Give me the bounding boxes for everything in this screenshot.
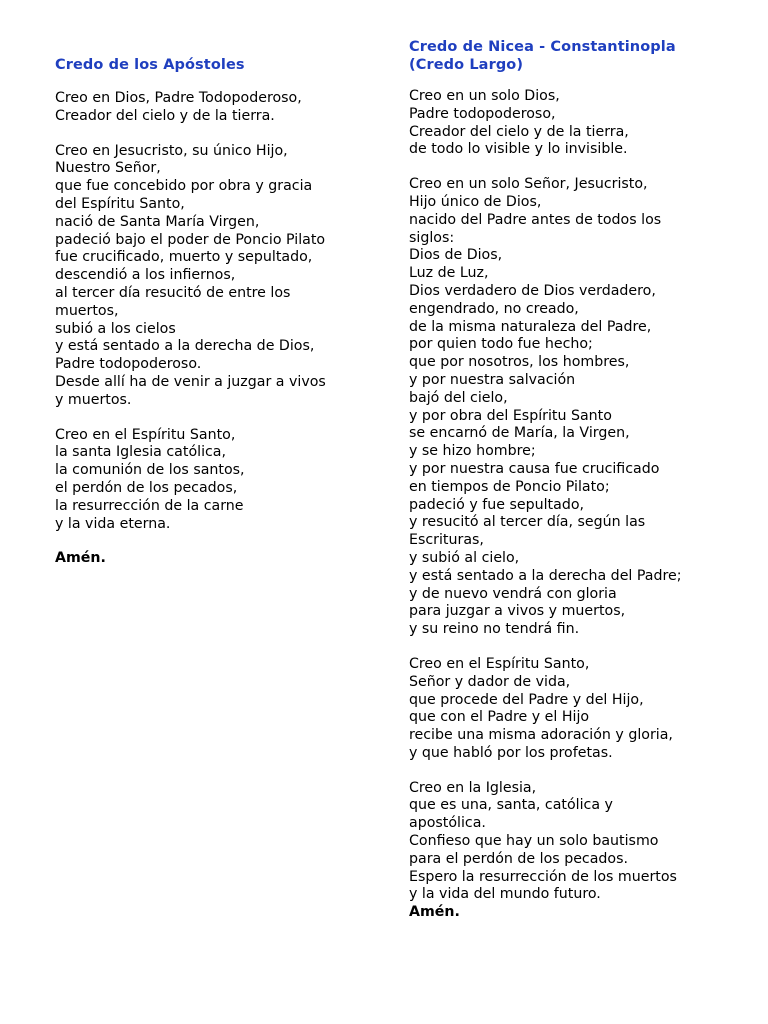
text-line: apostólica.: [409, 815, 486, 832]
text-line: Creo en la Iglesia,: [409, 779, 537, 796]
text-line: nació de Santa María Virgen,: [55, 213, 260, 230]
text-line: y está sentado a la derecha de Dios,: [55, 338, 315, 355]
paragraph: [409, 176, 749, 639]
text-line: y por nuestra causa fue crucificado: [409, 460, 660, 477]
text-line: de todo lo visible y lo invisible.: [409, 141, 628, 158]
nicene-creed-body: [409, 88, 749, 904]
text-line: padeció y fue sepultado,: [409, 496, 585, 513]
text-line: se encarnó de María, la Virgen,: [409, 425, 630, 442]
text-line: recibe una misma adoración y gloria,: [409, 727, 673, 744]
text-line: y la vida eterna.: [55, 515, 171, 532]
text-line: Padre todopoderoso,: [409, 105, 556, 122]
text-line: para juzgar a vivos y muertos,: [409, 603, 626, 620]
text-line: Creo en el Espíritu Santo,: [409, 655, 590, 672]
text-line: la comunión de los santos,: [55, 462, 245, 479]
nicene-creed-title-line2: (Credo Largo): [409, 57, 524, 73]
text-line: y que habló por los profetas.: [409, 744, 613, 761]
text-line: que fue concebido por obra y gracia: [55, 178, 313, 195]
apostles-creed-column: [55, 56, 375, 568]
apostles-creed-title: Credo de los Apóstoles: [55, 57, 245, 73]
text-line: Nuestro Señor,: [55, 160, 161, 177]
text-line: para el perdón de los pecados.: [409, 850, 629, 867]
text-line: Escrituras,: [409, 532, 484, 549]
text-line: y resucitó al tercer día, según las: [409, 514, 646, 531]
text-line: siglos:: [409, 229, 455, 246]
paragraph: [55, 427, 375, 534]
text-line: que es una, santa, católica y: [409, 797, 613, 814]
text-line: Padre todopoderoso.: [55, 356, 202, 373]
paragraph: [55, 143, 375, 410]
text-line: descendió a los infiernos,: [55, 267, 236, 284]
text-line: subió a los cielos: [55, 320, 176, 337]
text-line: Dios de Dios,: [409, 247, 503, 264]
text-line: muertos,: [55, 302, 119, 319]
text-line: Hijo único de Dios,: [409, 193, 542, 210]
text-line: al tercer día resucitó de entre los: [55, 284, 291, 301]
text-line: y muertos.: [55, 391, 132, 408]
text-line: Espero la resurrección de los muertos: [409, 868, 677, 885]
nicene-creed-title: [409, 38, 749, 74]
text-line: Creo en un solo Señor, Jesucristo,: [409, 176, 648, 193]
paragraph: [409, 780, 749, 905]
text-line: nacido del Padre antes de todos los: [409, 211, 662, 228]
text-line: Dios verdadero de Dios verdadero,: [409, 282, 656, 299]
text-line: la santa Iglesia católica,: [55, 444, 227, 461]
text-line: y está sentado a la derecha del Padre;: [409, 567, 682, 584]
paragraph: [55, 90, 375, 126]
text-line: de la misma naturaleza del Padre,: [409, 318, 652, 335]
text-line: por quien todo fue hecho;: [409, 336, 593, 353]
text-line: Señor y dador de vida,: [409, 673, 571, 690]
text-line: bajó del cielo,: [409, 389, 508, 406]
text-line: fue crucificado, muerto y sepultado,: [55, 249, 313, 266]
text-line: Creador del cielo y de la tierra.: [55, 107, 275, 124]
text-line: Creador del cielo y de la tierra,: [409, 123, 629, 140]
text-line: que por nosotros, los hombres,: [409, 354, 630, 371]
apostles-creed-amen: Amén.: [55, 550, 106, 567]
text-line: que procede del Padre y del Hijo,: [409, 691, 644, 708]
text-line: y subió al cielo,: [409, 549, 520, 566]
nicene-creed-column: [409, 38, 749, 922]
text-line: que con el Padre y el Hijo: [409, 709, 590, 726]
text-line: y se hizo hombre;: [409, 443, 536, 460]
text-line: del Espíritu Santo,: [55, 195, 185, 212]
text-line: Creo en el Espíritu Santo,: [55, 426, 236, 443]
text-line: el perdón de los pecados,: [55, 479, 238, 496]
text-line: Confieso que hay un solo bautismo: [409, 833, 659, 850]
nicene-creed-title-line1: Credo de Nicea - Constantinopla: [409, 39, 676, 55]
nicene-creed-amen: Amén.: [409, 904, 460, 921]
paragraph: [409, 656, 749, 763]
text-line: Creo en Jesucristo, su único Hijo,: [55, 142, 288, 159]
text-line: Luz de Luz,: [409, 265, 489, 282]
text-line: y su reino no tendrá fin.: [409, 621, 580, 638]
text-line: padeció bajo el poder de Poncio Pilato: [55, 231, 326, 248]
text-line: Creo en Dios, Padre Todopoderoso,: [55, 90, 302, 106]
text-line: Desde allí ha de venir a juzgar a vivos: [55, 373, 326, 390]
text-line: en tiempos de Poncio Pilato;: [409, 478, 610, 495]
text-line: y por nuestra salvación: [409, 371, 576, 388]
text-line: la resurrección de la carne: [55, 497, 244, 514]
text-line: y de nuevo vendrá con gloria: [409, 585, 617, 602]
text-line: Creo en un solo Dios,: [409, 88, 560, 104]
apostles-creed-body: [55, 90, 375, 533]
text-line: y la vida del mundo futuro.: [409, 886, 601, 903]
text-line: engendrado, no creado,: [409, 300, 579, 317]
paragraph: [409, 88, 749, 159]
text-line: y por obra del Espíritu Santo: [409, 407, 612, 424]
